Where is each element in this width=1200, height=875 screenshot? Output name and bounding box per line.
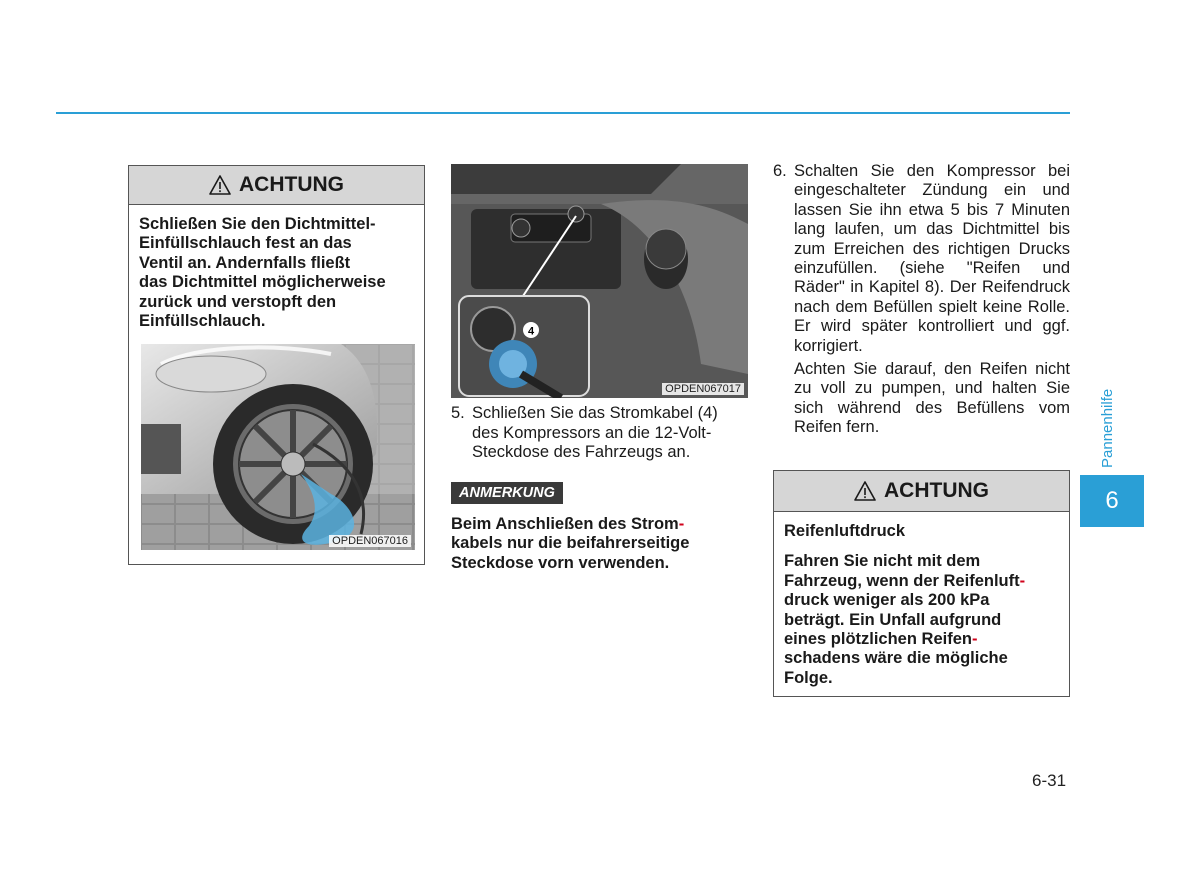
step-paragraph: Schalten Sie den Kompressor bei eingeschalteter Zündung ein und lassen Sie ihn etwa 5 bis 7 Minuten lang laufen, um das Dichtmittel bis zum Erreichen des richtigen Drucks einzufüllen. (siehe "Reifen und Räder" in Kapitel 8). Der Reifendruck nach dem Befüllen spielt keine Rolle. Er wird später kontrolliert und ggf. korrigiert.	[794, 162, 1070, 355]
warning-line-part: eines plötzlichen Reifen	[784, 630, 972, 649]
warning-text	[774, 512, 1069, 696]
socket-illustration-svg	[451, 164, 748, 398]
step-line: Schließen Sie das Stromkabel (4)	[472, 404, 718, 422]
step-number: 6.	[773, 162, 787, 180]
note-text	[451, 515, 748, 573]
chapter-label: Pannenhilfe	[1099, 388, 1116, 468]
image-caption: OPDEN067017	[662, 383, 744, 395]
warning-line: Schließen Sie den Dichtmittel-	[139, 215, 376, 233]
step-text	[794, 162, 1070, 438]
warning-line	[784, 572, 1059, 591]
warning-line: das Dichtmittel möglicherweise	[139, 273, 386, 292]
warning-box-sealant	[128, 165, 425, 565]
header-rule	[56, 112, 1070, 114]
warning-box-tire-pressure	[773, 470, 1070, 697]
warning-triangle-icon	[854, 481, 876, 501]
tire-illustration-svg	[141, 344, 415, 550]
page-number: 6-31	[1032, 771, 1067, 790]
warning-subheading: Reifenluftdruck	[784, 522, 906, 540]
warning-header	[774, 471, 1069, 512]
callout-number: 4	[527, 325, 535, 338]
note-line: Steckdose vorn verwenden.	[451, 553, 670, 572]
step-5	[451, 404, 748, 463]
step-line: Steckdose des Fahrzeugs an.	[472, 443, 691, 462]
image-caption: OPDEN067016	[329, 535, 411, 547]
warning-triangle-icon	[209, 175, 231, 195]
tire-valve-illustration	[141, 344, 415, 550]
warning-text	[129, 205, 424, 339]
warning-line: zurück und verstopft den	[139, 292, 337, 311]
warning-line: schadens wäre die mögliche	[784, 649, 1008, 668]
warning-line: Ventil an. Andernfalls fließt	[139, 253, 351, 272]
hyphen-mark: -	[678, 515, 685, 533]
step-number: 5.	[451, 404, 465, 422]
warning-title: ACHTUNG	[884, 479, 989, 502]
step-6	[773, 162, 1070, 438]
note-line	[451, 515, 748, 534]
warning-line: Einfüllschlauch.	[139, 312, 266, 331]
warning-line: druck weniger als 200 kPa	[784, 591, 990, 610]
note-line-part: Beim Anschließen des Strom	[451, 515, 679, 533]
step-text	[472, 404, 748, 463]
note-line: kabels nur die beifahrerseitige	[451, 534, 690, 553]
warning-line-part: Fahrzeug, wenn der Reifenluft	[784, 571, 1020, 590]
step-line: des Kompressors an die 12-Volt-	[472, 423, 712, 442]
warning-header	[129, 166, 424, 205]
warning-line: beträgt. Ein Unfall aufgrund	[784, 610, 1002, 629]
step-paragraph: Achten Sie darauf, den Reifen nicht zu voll zu pumpen, und halten Sie sich während des Befüllens vom Reifen fern.	[794, 360, 1070, 437]
hyphen-mark: -	[971, 630, 978, 649]
warning-line	[784, 630, 1059, 649]
note-label: ANMERKUNG	[451, 482, 563, 504]
compressor-socket-illustration	[451, 164, 748, 398]
warning-title: ACHTUNG	[239, 173, 344, 196]
chapter-tab[interactable]: 6	[1080, 475, 1144, 527]
warning-line: Einfüllschlauch fest an das	[139, 234, 352, 253]
warning-line: Fahren Sie nicht mit dem	[784, 552, 981, 571]
warning-line: Folge.	[784, 668, 833, 687]
hyphen-mark: -	[1019, 571, 1026, 590]
